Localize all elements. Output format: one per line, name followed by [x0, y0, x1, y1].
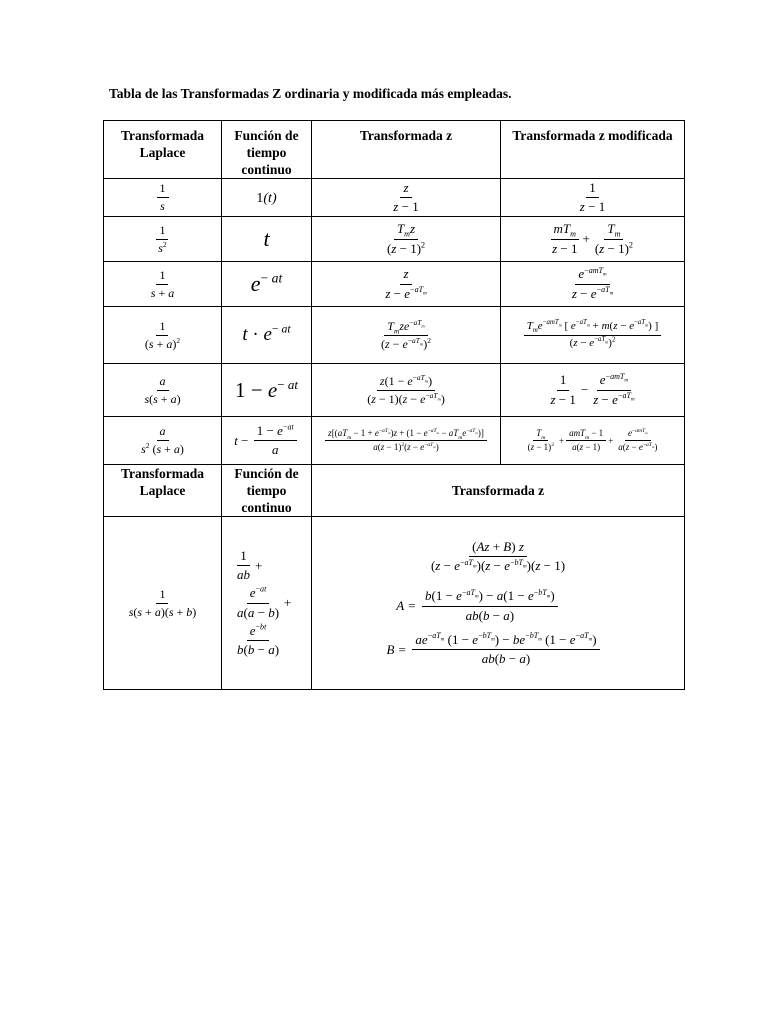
math-expression: t − $\frac{1 - e^{-at}}{a}$	[222, 423, 311, 459]
math-expression: $1 - e^{- at}$	[235, 376, 298, 402]
laplace-cell	[104, 217, 222, 262]
time-cell	[222, 307, 312, 364]
time-cell	[222, 179, 312, 217]
math-expression: $\frac{1}{s^2}$	[158, 222, 167, 255]
math-expression: $\frac{1}{ab}$ + $\frac{e^{-at}}{a(a - b)}$ + $\frac{e^{-bt}}{b(b - a)}$	[237, 547, 292, 657]
z-mod-cell	[501, 307, 685, 364]
z-mod-cell	[501, 417, 685, 465]
laplace-cell	[104, 364, 222, 417]
page-title: Tabla de las Transformadas Z ordinaria y modificada más empleadas.	[109, 86, 512, 101]
header-time-function: Función de tiempo continuo	[222, 465, 312, 517]
header-modified-z-transform: Transformada z modificada	[501, 121, 685, 179]
math-expression: $\frac{z}{z - 1}$	[393, 179, 419, 214]
time-cell	[222, 262, 312, 307]
math-expression: $\frac{e^{-amT_m}}{z - e^{-aT_m}}$	[571, 265, 614, 301]
math-expression: $\frac{1}{s(s + a)(s + b)}$	[128, 586, 197, 619]
laplace-cell	[104, 417, 222, 465]
math-expression: $\frac{a}{s(s + a)}$	[144, 373, 181, 406]
time-cell	[222, 517, 312, 690]
z-transform-table	[103, 120, 685, 690]
math-expression: $\frac{z}{z - e^{-aT_m}}$	[385, 266, 427, 301]
table-row	[104, 179, 685, 217]
header-row-2	[104, 465, 685, 517]
math-expression: $\frac{1}{s}$	[157, 181, 169, 214]
math-expression: $\frac{1}{z - 1}$ − $\frac{e^{-amT_m}}{z - e^{-aT_m}}$	[550, 371, 635, 407]
math-expression: t	[263, 226, 270, 251]
z-cell	[312, 364, 501, 417]
time-cell	[222, 417, 312, 465]
z-cell	[312, 417, 501, 465]
math-expression: $\frac{T_mze^{-aT_m}}{(z - e^{-aT_m})^2}$	[381, 317, 431, 351]
time-cell	[222, 364, 312, 417]
z-mod-cell	[501, 179, 685, 217]
header-time-function: Función de tiempo continuo	[222, 121, 312, 179]
math-expression: $\frac{T_m}{(z - 1)^2}$ + $\frac{amT_m - 1}{a(z - 1)}$ + $\frac{e^{-amT_m}}{a(z - e^{-aT_m})}$	[527, 427, 658, 452]
math-expression: $\frac{z[(aT_m - 1 + e^{-aT_m})z + (1 - e^{-aT_m} - aT_me^{-aT_m})]}{a(z - 1)^2(z - e^{-aT_m})}$	[325, 428, 487, 454]
laplace-cell	[104, 179, 222, 217]
laplace-cell	[104, 262, 222, 307]
math-expression: $\frac{1}{(s + a)^2}$	[144, 318, 181, 351]
b-label: B =	[386, 641, 407, 657]
time-cell	[222, 217, 312, 262]
math-expression: $\frac{1}{z - 1}$	[579, 179, 606, 214]
math-expression: $\frac{(Az + B) z}{(z - e^{-aT_m})(z - e^{-bT_m})(z - 1)}$ A = $\frac{b(1 - e^{-aT_m}) - a(1 - e^{-bT_m})}{ab(b - a)}$ B = $\frac{ae^{-aT_m} (1 - e^{-bT_m}) - be^{-bT_m} (1 - e^{-aT_m})}{ab(b - a)}$	[312, 539, 684, 668]
header-laplace: Transformada Laplace	[104, 121, 222, 179]
math-expression: $\frac{T_mz}{(z - 1)^2}$	[386, 221, 426, 256]
math-expression: 1(t)	[256, 190, 277, 206]
z-cell	[312, 517, 685, 690]
math-expression: $\frac{a}{s^2 (s + a)}$	[141, 424, 184, 456]
math-expression: $\frac{1}{s + a}$	[150, 267, 175, 300]
math-expression: $\frac{mT_m}{z - 1}$ + $\frac{T_m}{(z - 1)^2}$	[552, 221, 633, 256]
table-row	[104, 307, 685, 364]
math-expression: $e^{- at}$	[250, 270, 283, 296]
math-expression: $\frac{T_me^{-amT_m} [ e^{-aT_m} + m(z - e^{-aT_m}) ]}{(z - e^{-aT_m})^2}$	[524, 320, 662, 351]
laplace-cell	[104, 307, 222, 364]
z-cell	[312, 262, 501, 307]
z-mod-cell	[501, 217, 685, 262]
math-expression: $\frac{z(1 - e^{-aT_m})}{(z - 1)(z - e^{-aT_m})}$	[367, 372, 445, 406]
z-cell	[312, 179, 501, 217]
header-row	[104, 121, 685, 179]
table-row	[104, 517, 685, 690]
z-cell	[312, 217, 501, 262]
z-mod-cell	[501, 364, 685, 417]
math-expression: $t \cdot e^{- at}$	[242, 322, 291, 345]
table-row	[104, 417, 685, 465]
table-row	[104, 262, 685, 307]
table-row	[104, 217, 685, 262]
table-row	[104, 364, 685, 417]
a-label: A =	[396, 598, 416, 613]
header-laplace: Transformada Laplace	[104, 465, 222, 517]
z-mod-cell	[501, 262, 685, 307]
header-z-transform: Transformada z	[312, 465, 685, 517]
z-cell	[312, 307, 501, 364]
laplace-cell	[104, 517, 222, 690]
header-z-transform: Transformada z	[312, 121, 501, 179]
